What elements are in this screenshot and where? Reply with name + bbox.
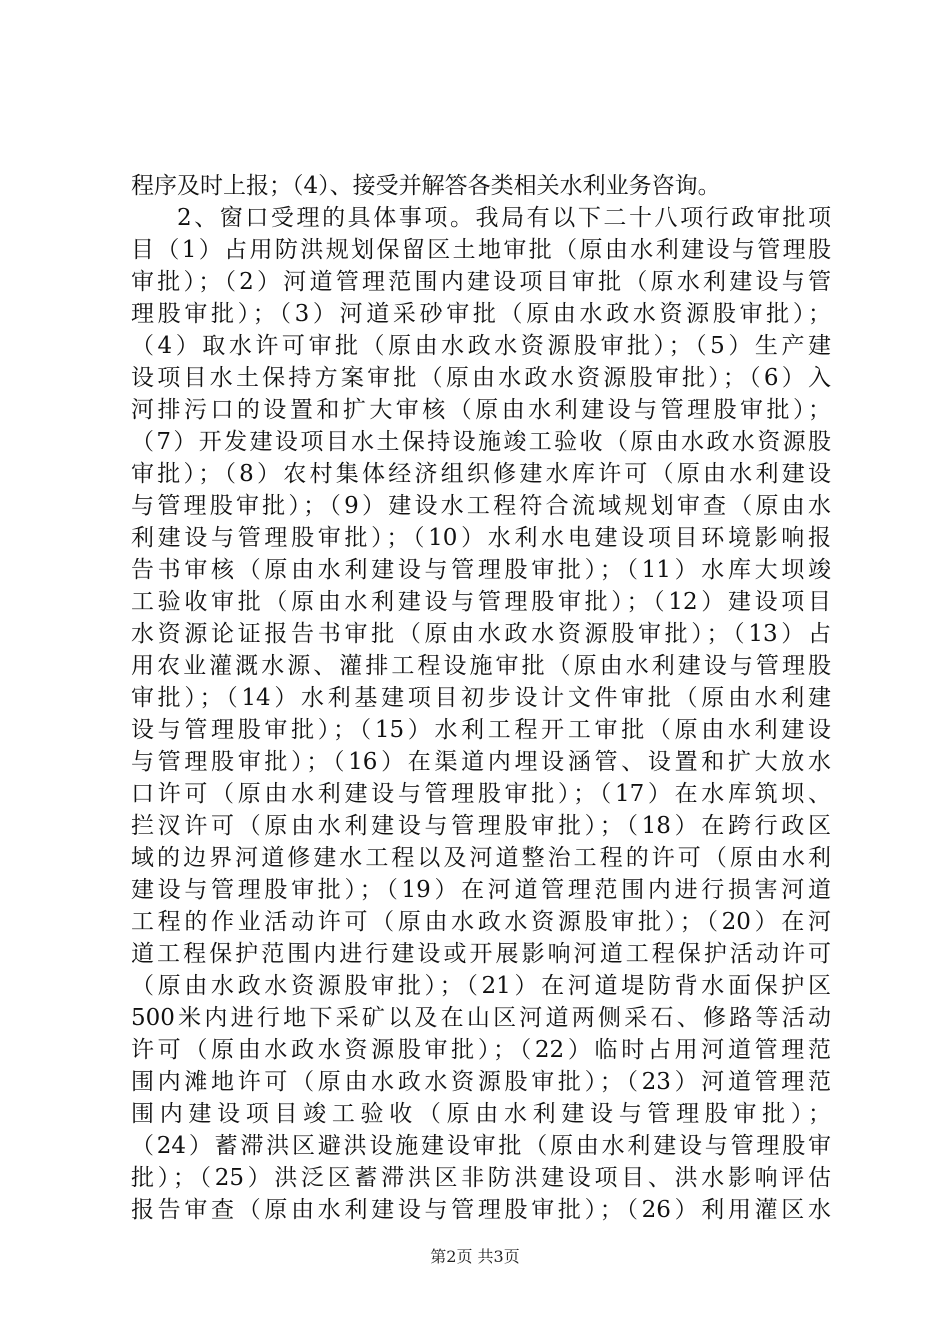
page-number-footer: 第2页 共3页 [430, 1247, 520, 1266]
text-line: 告书审核（原由水利建设与管理股审批）；（11）水库大坝竣 [131, 557, 831, 583]
text-line: 审批）；（14）水利基建项目初步设计文件审批（原由水利建 [131, 685, 831, 711]
text-line: 围内滩地许可（原由水政水资源股审批）；（23）河道管理范 [131, 1069, 831, 1095]
text-line: 批）；（25）洪泛区蓄滞洪区非防洪建设项目、洪水影响评估 [131, 1165, 831, 1191]
text-line: （原由水政水资源股审批）；（21）在河道堤防背水面保护区 [131, 973, 831, 999]
text-line: 2、窗口受理的具体事项。我局有以下二十八项行政审批项 [177, 205, 831, 231]
text-line: 报告审查（原由水利建设与管理股审批）；（26）利用灌区水 [131, 1197, 831, 1223]
text-line: 工程的作业活动许可（原由水政水资源股审批）；（20）在河 [131, 909, 831, 935]
text-line: 建设与管理股审批）；（19）在河道管理范围内进行损害河道 [131, 877, 831, 903]
text-line: 利建设与管理股审批）；（10）水利水电建设项目环境影响报 [131, 525, 831, 551]
text-line: 500米内进行地下采矿以及在山区河道两侧采石、修路等活动 [131, 1005, 831, 1031]
text-line: 与管理股审批）；（16）在渠道内埋设涵管、设置和扩大放水 [131, 749, 831, 775]
text-line: 水资源论证报告书审批（原由水政水资源股审批）；（13）占 [131, 621, 831, 647]
text-line: 与管理股审批）；（9）建设水工程符合流域规划审查（原由水 [131, 493, 831, 519]
text-line: 理股审批）；（3）河道采砂审批（原由水政水资源股审批）； [131, 301, 831, 327]
text-line: （4）取水许可审批（原由水政水资源股审批）；（5）生产建 [131, 333, 831, 359]
text-line: 道工程保护范围内进行建设或开展影响河道工程保护活动许可 [131, 941, 831, 967]
text-line: 程序及时上报；（4）、接受并解答各类相关水利业务咨询。 [131, 173, 721, 199]
text-line: 口许可（原由水利建设与管理股审批）；（17）在水库筑坝、 [131, 781, 831, 807]
text-line: 设项目水土保持方案审批（原由水政水资源股审批）；（6）入 [131, 365, 831, 391]
text-line: 审批）；（8）农村集体经济组织修建水库许可（原由水利建设 [131, 461, 831, 487]
text-line: （7）开发建设项目水土保持设施竣工验收（原由水政水资源股 [131, 429, 831, 455]
text-line: 拦汊许可（原由水利建设与管理股审批）；（18）在跨行政区 [131, 813, 831, 839]
text-line: （24）蓄滞洪区避洪设施建设审批（原由水利建设与管理股审 [131, 1133, 831, 1159]
text-line: 工验收审批（原由水利建设与管理股审批）；（12）建设项目 [131, 589, 831, 615]
text-line: 围内建设项目竣工验收（原由水利建设与管理股审批）； [131, 1101, 831, 1127]
text-line: 目（1）占用防洪规划保留区土地审批（原由水利建设与管理股 [131, 237, 831, 263]
body-text [131, 170, 831, 1226]
text-line: 域的边界河道修建水工程以及河道整治工程的许可（原由水利 [131, 845, 831, 871]
text-line: 用农业灌溉水源、灌排工程设施审批（原由水利建设与管理股 [131, 653, 831, 679]
text-line: 设与管理股审批）；（15）水利工程开工审批（原由水利建设 [131, 717, 831, 743]
text-line: 许可（原由水政水资源股审批）；（22）临时占用河道管理范 [131, 1037, 831, 1063]
text-line: 审批）；（2）河道管理范围内建设项目审批（原水利建设与管 [131, 269, 831, 295]
text-line: 河排污口的设置和扩大审核（原由水利建设与管理股审批）； [131, 397, 831, 423]
